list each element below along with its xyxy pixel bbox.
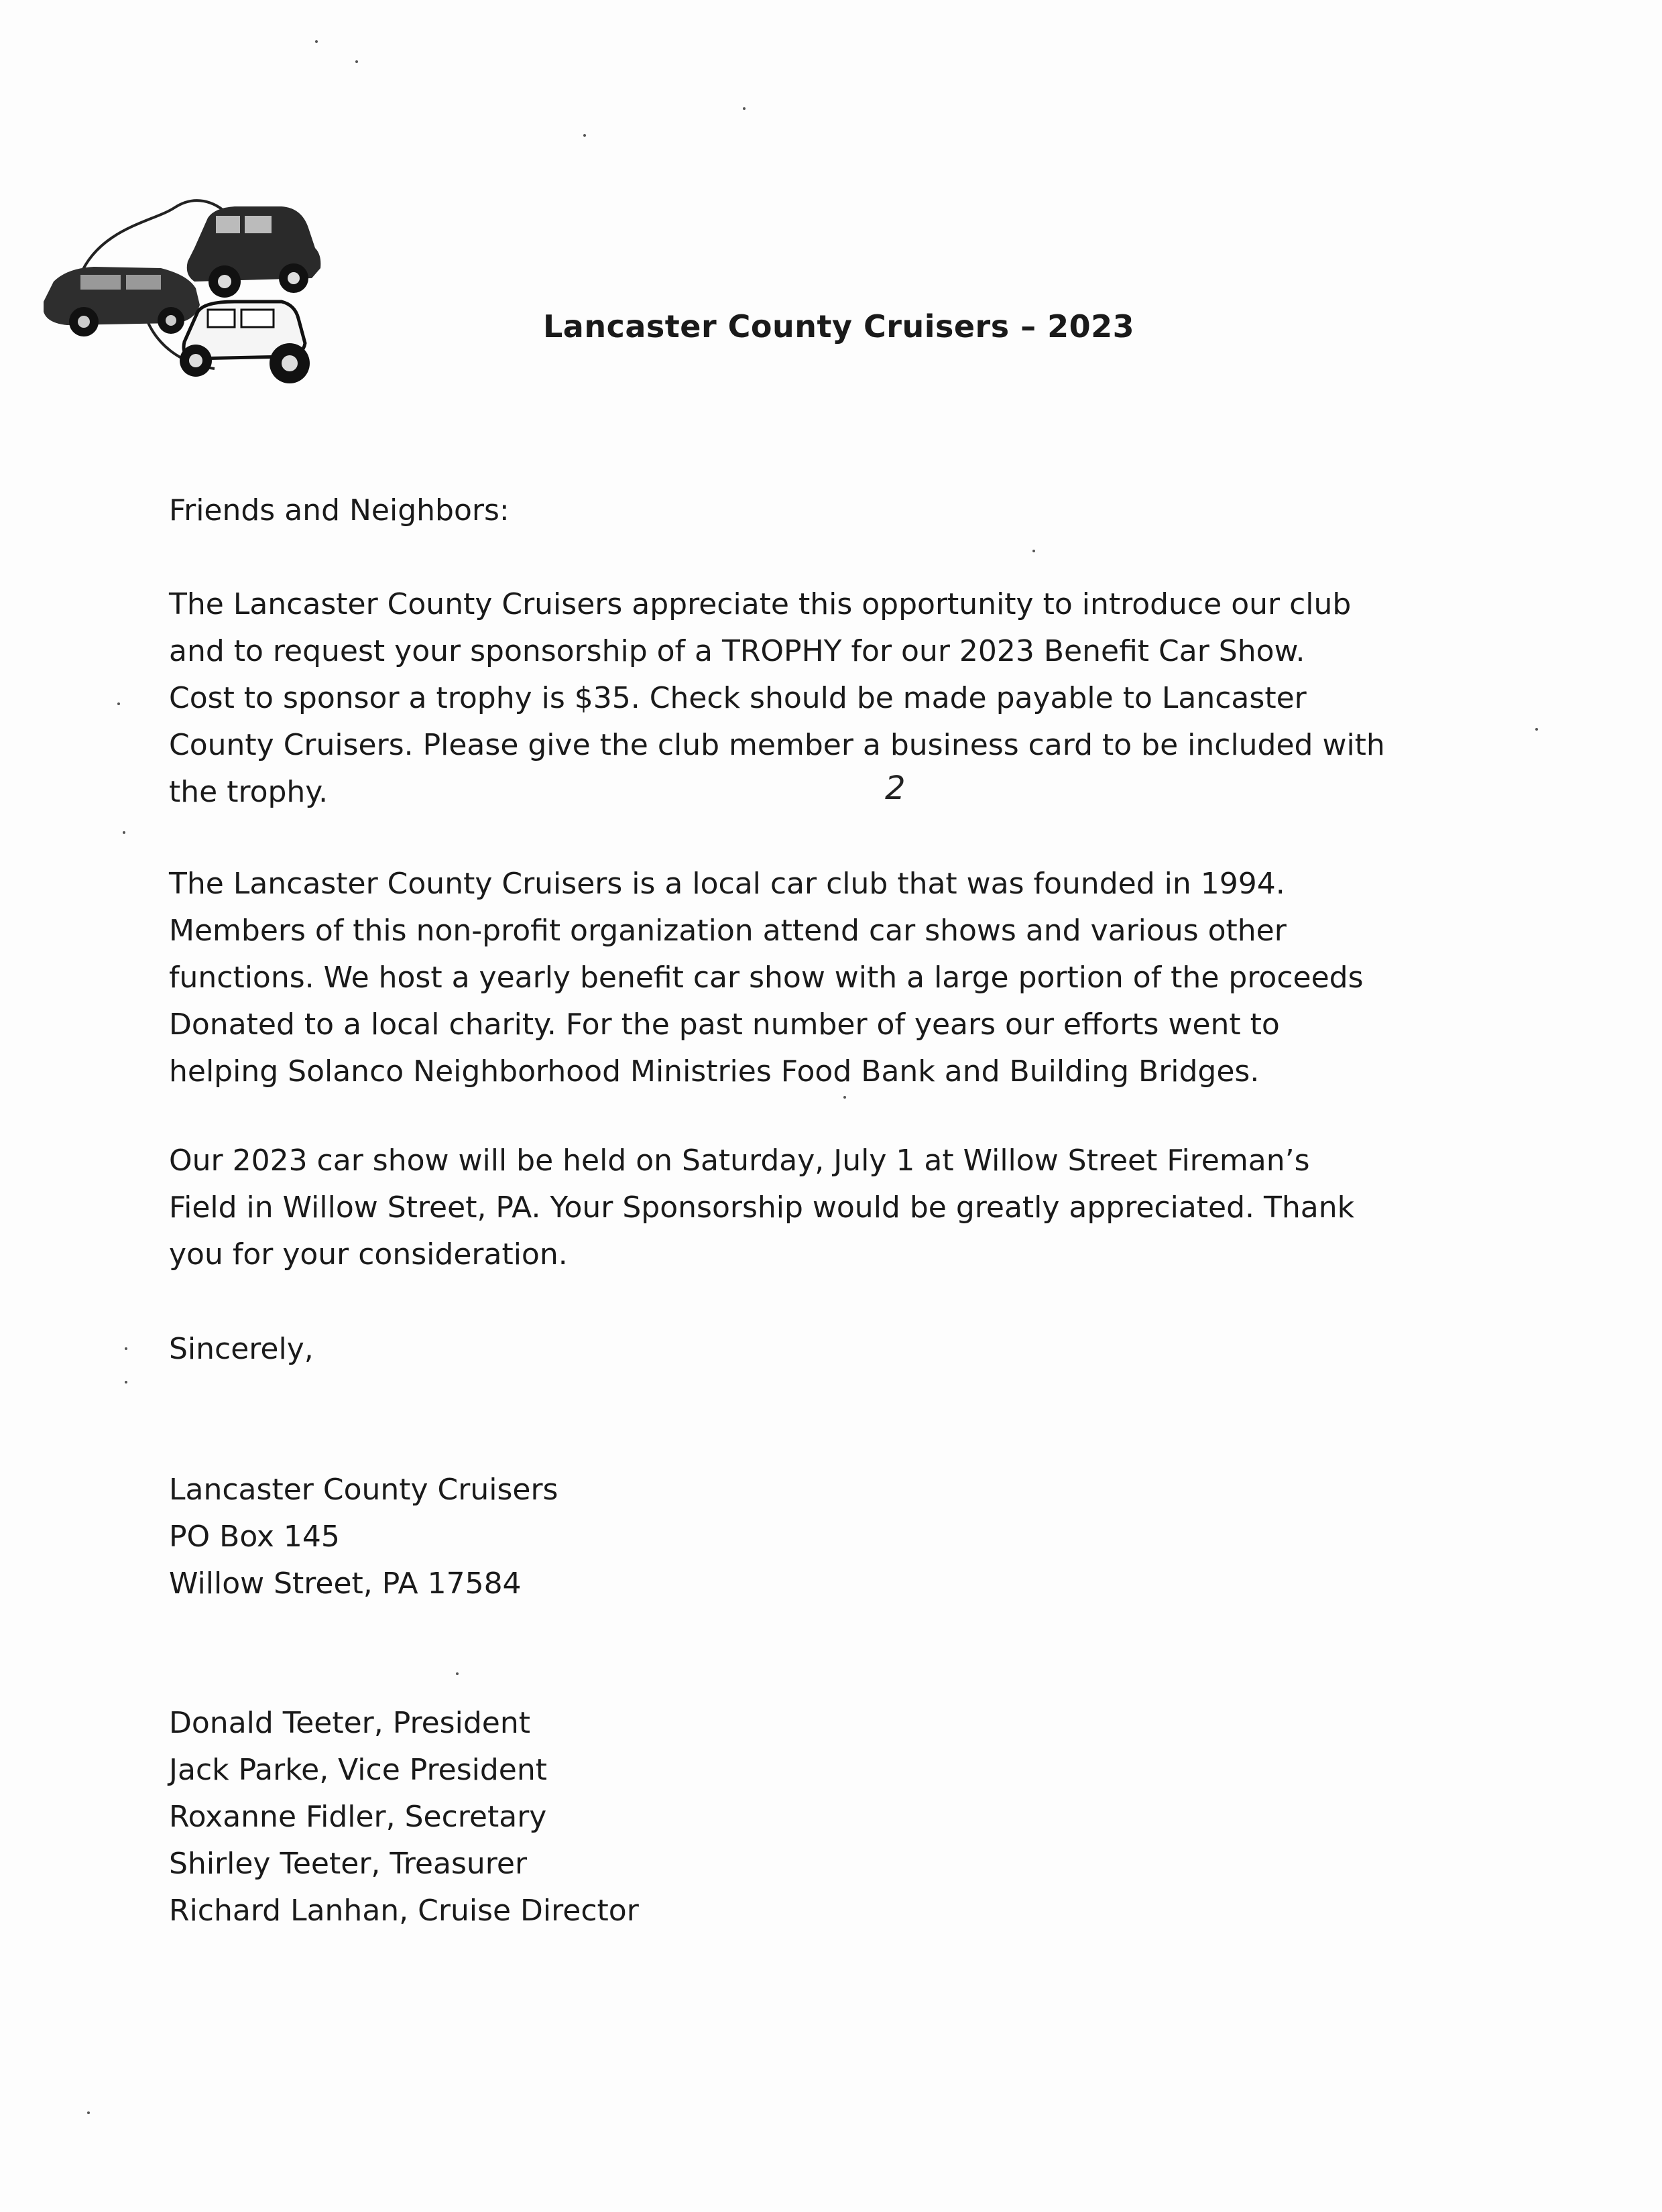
paragraph-line: The Lancaster County Cruisers is a local car club that was founded in 1994.	[169, 867, 1285, 901]
handwritten-mark: 2	[885, 770, 906, 807]
scan-speck	[123, 831, 125, 834]
officer-entry: Roxanne Fidler, Secretary	[169, 1800, 547, 1834]
officer-entry: Shirley Teeter, Treasurer	[169, 1847, 528, 1881]
letter-title: Lancaster County Cruisers – 2023	[543, 308, 1135, 345]
scan-speck	[743, 107, 746, 110]
salutation: Friends and Neighbors:	[169, 493, 510, 528]
paragraph-line: helping Solanco Neighborhood Ministries Food Bank and Building Bridges.	[169, 1054, 1260, 1089]
paragraph-line: you for your consideration.	[169, 1237, 568, 1272]
officers-list	[169, 1700, 1496, 1934]
mailing-address	[169, 1467, 1496, 1607]
officer-entry: Richard Lanhan, Cruise Director	[169, 1894, 639, 1928]
paragraph-line: County Cruisers. Please give the club member a business card to be included with	[169, 728, 1385, 762]
paragraph-sponsorship	[169, 581, 1496, 816]
scan-speck	[117, 702, 120, 705]
paragraph-line: Our 2023 car show will be held on Saturday, July 1 at Willow Street Fireman’s	[169, 1144, 1310, 1178]
paragraph-line: functions. We host a yearly benefit car show with a large portion of the proceeds	[169, 961, 1364, 995]
paragraph-line: Members of this non-profit organization attend car shows and various other	[169, 914, 1287, 948]
paragraph-line: the trophy.	[169, 775, 329, 809]
address-line: Lancaster County Cruisers	[169, 1473, 558, 1507]
officer-entry: Jack Parke, Vice President	[169, 1753, 548, 1787]
paragraph-line: and to request your sponsorship of a TROPHY for our 2023 Benefit Car Show.	[169, 634, 1305, 668]
scan-speck	[843, 1096, 846, 1099]
scan-speck	[315, 40, 318, 43]
scan-speck	[1535, 728, 1538, 731]
paragraph-line: The Lancaster County Cruisers appreciate this opportunity to introduce our club	[169, 587, 1352, 621]
paragraph-about-club	[169, 861, 1496, 1095]
car-club-logo-icon	[40, 168, 322, 389]
paragraph-line: Cost to sponsor a trophy is $35. Check should be made payable to Lancaster	[169, 681, 1307, 715]
paragraph-event-details	[169, 1138, 1496, 1278]
scan-speck	[583, 134, 586, 137]
scan-speck	[456, 1672, 459, 1675]
address-line: Willow Street, PA 17584	[169, 1566, 522, 1601]
scan-speck	[87, 2111, 90, 2114]
paragraph-line: Donated to a local charity. For the past number of years our efforts went to	[169, 1007, 1280, 1042]
scan-speck	[1032, 550, 1035, 552]
scan-speck	[125, 1347, 127, 1350]
scan-speck	[355, 60, 358, 63]
address-line: PO Box 145	[169, 1520, 340, 1554]
closing: Sincerely,	[169, 1332, 314, 1366]
paragraph-line: Field in Willow Street, PA. Your Sponsorship would be greatly appreciated. Thank	[169, 1190, 1355, 1225]
scan-speck	[125, 1381, 127, 1384]
officer-entry: Donald Teeter, President	[169, 1706, 530, 1740]
